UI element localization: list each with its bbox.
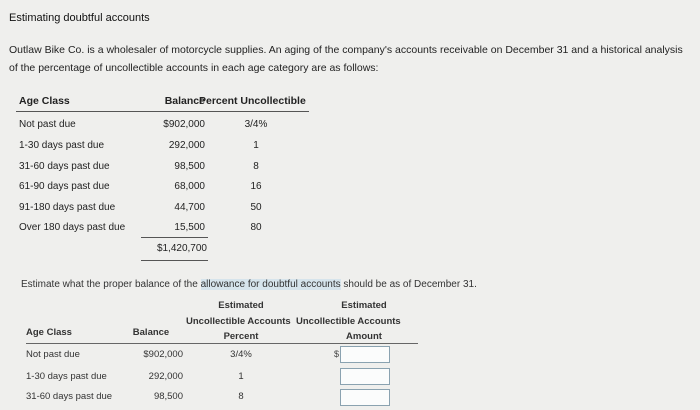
row-percent: 1	[238, 371, 244, 382]
row-percent: 8	[238, 391, 244, 402]
row-age-class: 31-60 days past due	[26, 391, 113, 402]
header-percent-uncollectible: Percent Uncollectible	[199, 95, 306, 107]
header-percent-line2: Percent	[223, 331, 259, 342]
header-age-class: Age Class	[26, 327, 72, 338]
amount-input-31-60-days[interactable]	[340, 389, 390, 406]
row-percent: 80	[250, 222, 262, 233]
row-age-class: Not past due	[19, 119, 76, 130]
row-age-class: 61-90 days past due	[19, 181, 110, 192]
row-age-class: 91-180 days past due	[19, 202, 116, 213]
page-title: Estimating doubtful accounts	[9, 12, 150, 24]
amount-input-not-past-due[interactable]	[340, 346, 390, 363]
header-age-class: Age Class	[19, 95, 70, 107]
row-percent: 3/4%	[244, 119, 268, 130]
row-age-class: 31-60 days past due	[19, 161, 110, 172]
row-balance: $902,000	[143, 349, 183, 360]
row-age-class: Over 180 days past due	[19, 222, 126, 233]
row-balance: 68,000	[174, 181, 205, 192]
amount-input-1-30-days[interactable]	[340, 368, 390, 385]
instruction-before: Estimate what the proper balance of the	[21, 279, 201, 290]
row-percent: 3/4%	[230, 349, 252, 360]
header-estimated-percent-top: Estimated	[218, 300, 264, 311]
instruction-after: should be as of December 31.	[340, 279, 477, 290]
row-balance: 44,700	[174, 202, 205, 213]
header-balance: Balance	[132, 327, 170, 338]
row-balance: 98,500	[153, 391, 183, 402]
row-percent: 16	[250, 181, 262, 192]
row-balance: 98,500	[174, 161, 205, 172]
header-amount-line2: Amount	[346, 331, 382, 342]
dollar-sign: $	[334, 349, 340, 359]
total-underline	[141, 260, 208, 261]
header-estimated-amount-top: Estimated	[341, 300, 387, 311]
header-rule	[26, 343, 418, 344]
row-balance: 292,000	[148, 371, 183, 382]
row-age-class: 1-30 days past due	[19, 140, 105, 151]
row-percent: 1	[253, 140, 259, 151]
allowance-term-highlight: allowance for doubtful accounts	[200, 279, 341, 290]
row-balance: 292,000	[168, 140, 205, 151]
row-age-class: Not past due	[26, 349, 80, 360]
instruction-text	[21, 279, 477, 290]
header-amount-line1: Uncollectible Accounts	[296, 316, 401, 327]
row-balance: 15,500	[174, 222, 205, 233]
row-percent: 8	[253, 161, 259, 172]
header-percent-line1: Uncollectible Accounts	[186, 316, 291, 327]
row-percent: 50	[250, 202, 262, 213]
row-age-class: 1-30 days past due	[26, 371, 107, 382]
problem-description: Outlaw Bike Co. is a wholesaler of motorcycle supplies. An aging of the company's accounts receivable on December 31 and a historical analysis of the percentage of uncollectible accounts in each age category are as follows:	[9, 44, 683, 74]
total-rule	[141, 237, 208, 238]
row-balance: $902,000	[163, 119, 205, 130]
header-rule	[16, 111, 309, 112]
total-balance: $1,420,700	[156, 243, 207, 254]
header-balance: Balance	[164, 95, 205, 107]
